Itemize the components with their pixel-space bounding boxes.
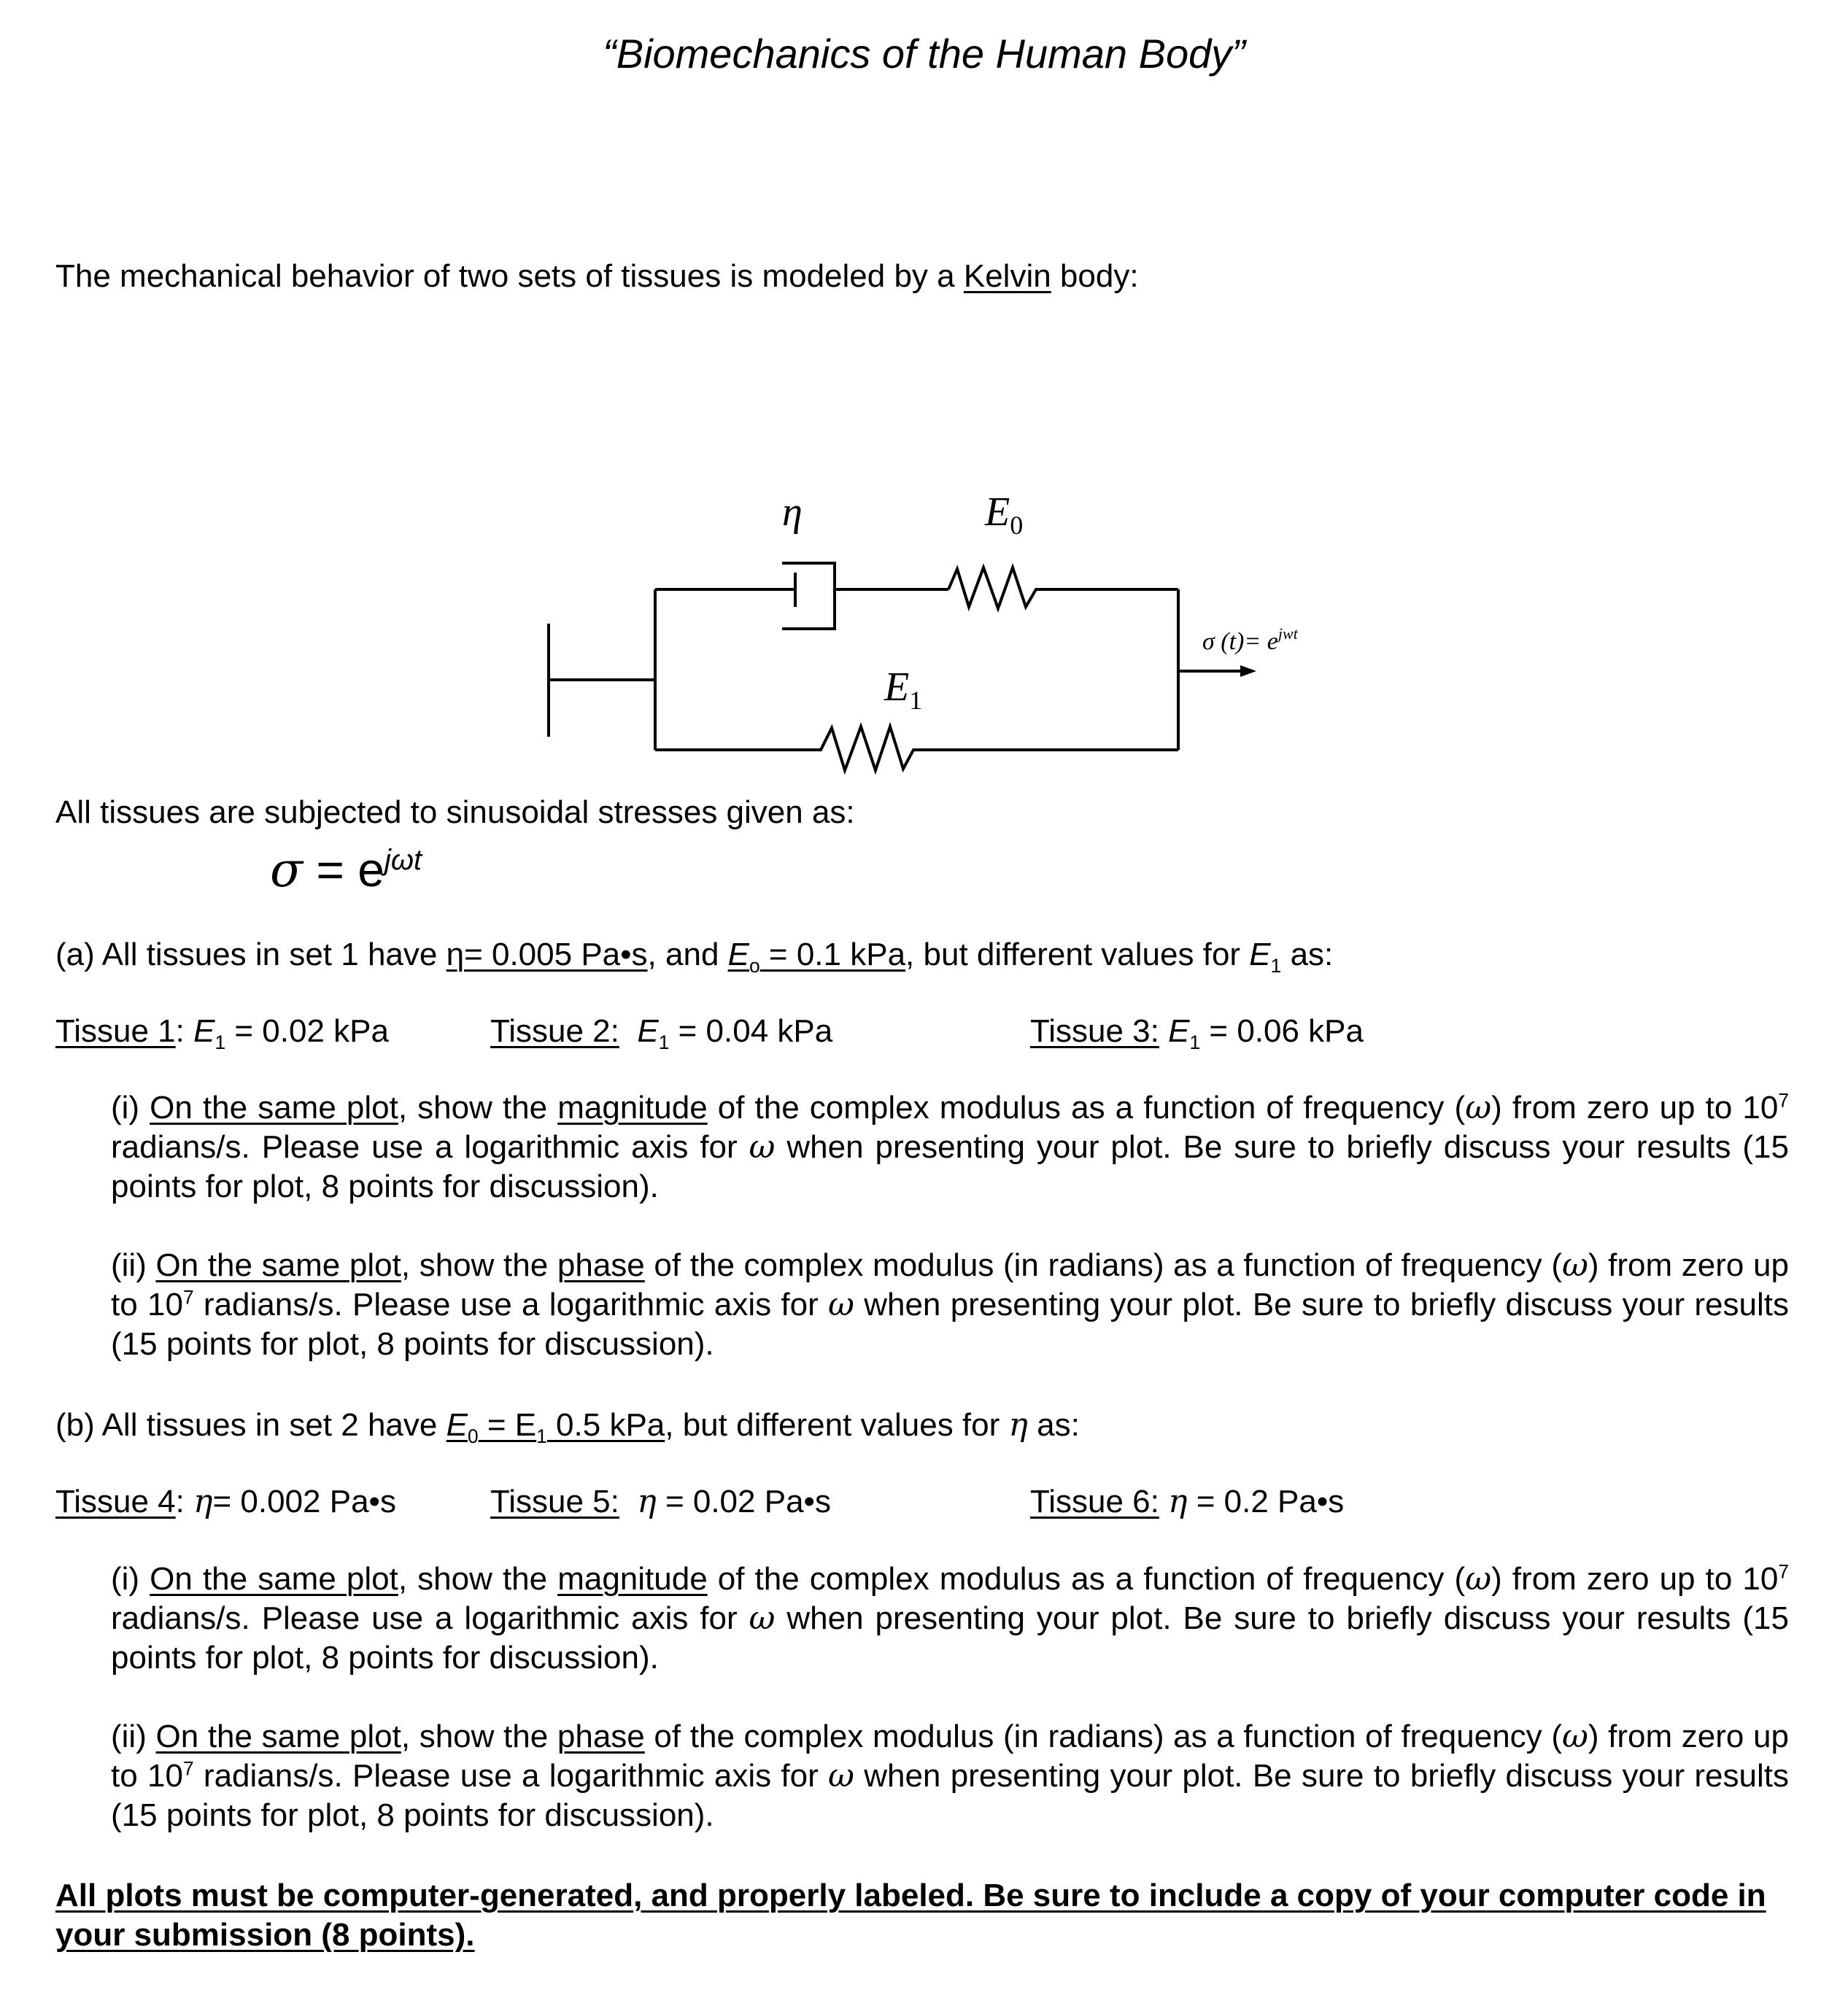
kelvin-link-text: Kelvin [963, 258, 1051, 294]
tissue-1: Tissue 1: $E_1 = 0.02$ kPa [55, 1013, 389, 1053]
part-a-eta-condition: η= 0.005 Pa•s [446, 937, 648, 972]
spring-e1 [655, 727, 1178, 770]
dashpot-cylinder [782, 563, 835, 629]
part-b-question-i: (i) On the same plot, show the magnitude of the complex modulus as a function of frequency (ω) from zero up to $10^7$ radians/s. Please use a logarithmic axis for ω when presenting your plot. Be sure to briefly discuss your results (15 points for plot, 8 points for discussion). [111, 1560, 1790, 1676]
part-a-question-ii: (ii) On the same plot, show the phase of the complex modulus (in radians) as a function of frequency (ω) from zero up to $10^7$ radians/s. Please use a logarithmic axis for ω when presenting your plot. Be sure to briefly discuss your results (15 points for plot, 8 points for discussion). [111, 1247, 1789, 1362]
spring-e0 [948, 568, 1178, 608]
stress-arrow-head [1240, 665, 1256, 677]
tissue-2: Tissue 2: $E_1 = 0.04$ kPa [490, 1013, 833, 1053]
stress-equation: $\sigma = e^{j\omega t}$ [270, 842, 422, 898]
e1-label: $E_1$ [884, 665, 923, 715]
intro-sentence: The mechanical behavior of two sets of tissues is modeled by a Kelvin body: [55, 258, 1139, 294]
part-b-statement: (b) All tissues in set 2 have $E_0 = E_1$ 0.5 kPa, but different values for η as: [55, 1406, 1080, 1447]
part-b-condition: $E_0 = E_1$ 0.5 kPa [446, 1407, 665, 1447]
kelvin-body-diagram [511, 481, 1350, 788]
tissue-6: Tissue 6: η = 0.2 Pa•s [1030, 1483, 1345, 1520]
document-title: “Biomechanics of the Human Body” [603, 31, 1245, 77]
tissue-3: Tissue 3: $E_1 = 0.06$ kPa [1030, 1013, 1364, 1053]
sigma-label: σ $(t)= e^{jwt}$ [1202, 624, 1298, 655]
part-b-question-ii: (ii) On the same plot, show the phase of the complex modulus (in radians) as a function of frequency (ω) from zero up to $10^7$ radians/s. Please use a logarithmic axis for ω when presenting your plot. Be sure to briefly discuss your results (15 points for plot, 8 points for discussion). [111, 1718, 1789, 1833]
eta-label: η [782, 489, 803, 535]
tissue-4: Tissue 4: η= 0.002 Pa•s [55, 1483, 396, 1520]
part-a-statement: (a) All tissues in set 1 have η= 0.005 Pa•s, and $E_o = 0.1$ kPa, but different values for $E_1$ as: [55, 937, 1334, 977]
part-a-question-i: (i) On the same plot, show the magnitude of the complex modulus as a function of frequency (ω) from zero up to $10^7$ radians/s. Please use a logarithmic axis for ω when presenting your plot. Be sure to briefly discuss your results (15 points for plot, 8 points for discussion). [111, 1089, 1790, 1204]
e0-label: $E_0$ [985, 489, 1024, 540]
tissue-5: Tissue 5: η = 0.02 Pa•s [490, 1483, 831, 1520]
final-instructions: All plots must be computer-generated, and properly labeled. Be sure to include a copy of your computer code in your submission (8 points). [55, 1878, 1766, 1953]
part-a-e0-condition: $E_o = 0.1$ kPa [727, 937, 906, 977]
stress-intro: All tissues are subjected to sinusoidal stresses given as: [55, 794, 855, 830]
